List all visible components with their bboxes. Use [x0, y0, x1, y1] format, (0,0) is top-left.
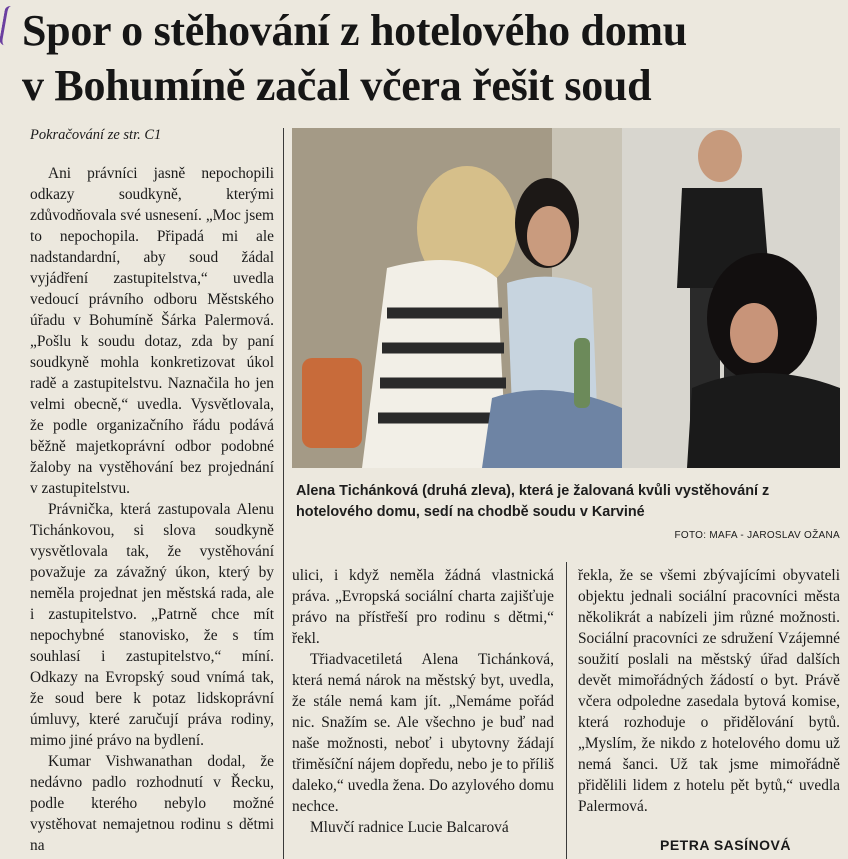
paragraph: Kumar Vishwanathan dodal, že nedávno padlo rozhodnutí v Řecku, podle kterého nebylo možné vystěhovat nemajetnou rodinu s dětmi na: [30, 753, 274, 854]
column-divider: [283, 128, 284, 859]
continued-note: Pokračování ze str. C1: [30, 127, 162, 143]
headline-line-1: Spor o stěhování z hotelového domu: [22, 6, 687, 55]
paragraph: Třiadvacetiletá Alena Tichánková, která nemá nárok na městský byt, uvedla, že stále nemá kam jít. „Nemáme pořád nic. Snažím se. Ale všechno je buď nad naše možnosti, neboť i ubytovny žádají třiměsíční nájem dopředu, nebo je to příliš daleko,“ uvedla žena. Do azylového domu nechce.: [292, 651, 554, 815]
paragraph: Ani právníci jasně nepochopili odkazy soudkyně, kterými zdůvodňovala své usnesení. „Moc jsem to nepochopila. Připadá mi ale nadstandardní, aby soud žádal vyjádření zastupitelstva,“ uvedla vedoucí právního odboru Městského úřadu v Bohumíně Šárka Palermová. „Pošlu k soudu dotaz, zda by paní soudkyně mohla konkretizovat úkol radě a zastupitelstvu. Naznačila ho jen velmi obecně,“ uvedla. Vysvětlovala, že podle organizačního řádu podává běžně majetkoprávní odbor podobné žaloby na vystěhování bez projednání v zastupitelstvu.: [30, 165, 274, 497]
paragraph: řekla, že se všemi zbývajícími obyvateli objektu jednali sociální pracovníci města několikrát a nabízeli jim různé možnosti. Sociální pracovníci ze sdružení Vzájemné soužití poslali na městský úřad dalších devět mimořádných žádostí o byt. Právě včera odpoledne zasedala bytová komise, která rozhoduje o přidělování bytů. „Myslím, že nikdo z hotelového domu už nemá šanci. Už tak jsme mimořádně přidělili lidem z hotelu pět bytů,“ uvedla Palermová.: [578, 567, 840, 815]
author-byline: PETRA SASÍNOVÁ: [660, 837, 791, 853]
article-column-2: [292, 565, 554, 838]
ink-mark: [0, 5, 20, 47]
news-photo: [292, 128, 840, 468]
photo-credit: FOTO: MAFA - JAROSLAV OŽANA: [674, 530, 840, 541]
paragraph: ulici, i když neměla žádná vlastnická práva. „Evropská sociální charta zajišťuje právo na přístřeší pro rodinu s dětmi,“ řekl.: [292, 567, 554, 647]
headline-line-2: v Bohumíně začal včera řešit soud: [22, 61, 652, 110]
photo-caption: Alena Tichánková (druhá zleva), která je žalovaná kvůli vystěhování z hotelového domu, sedí na chodbě soudu v Karviné: [296, 483, 770, 520]
paragraph: Mluvčí radnice Lucie Balcarová: [310, 819, 509, 836]
paragraph: Právnička, která zastupovala Alenu Tichánkovou, si slova soudkyně vysvětlovala tak, že vystěhování považuje za závažný úkon, který by neměla projednat jen městská rada, ale i zastupitelstvo. „Patrně chce mít nepochybné stanovisko, že s tím souhlasí i zastupitelstvo,“ míní. Odkazy na Evropský soud vnímá tak, že soud bere k potaz lidskoprávní úmluvy, které zaručují práva rodiny, mimo jiné právo na bydlení.: [30, 501, 274, 749]
article-column-3: [578, 565, 840, 817]
column-divider: [566, 562, 567, 859]
article-column-1: [30, 163, 274, 856]
